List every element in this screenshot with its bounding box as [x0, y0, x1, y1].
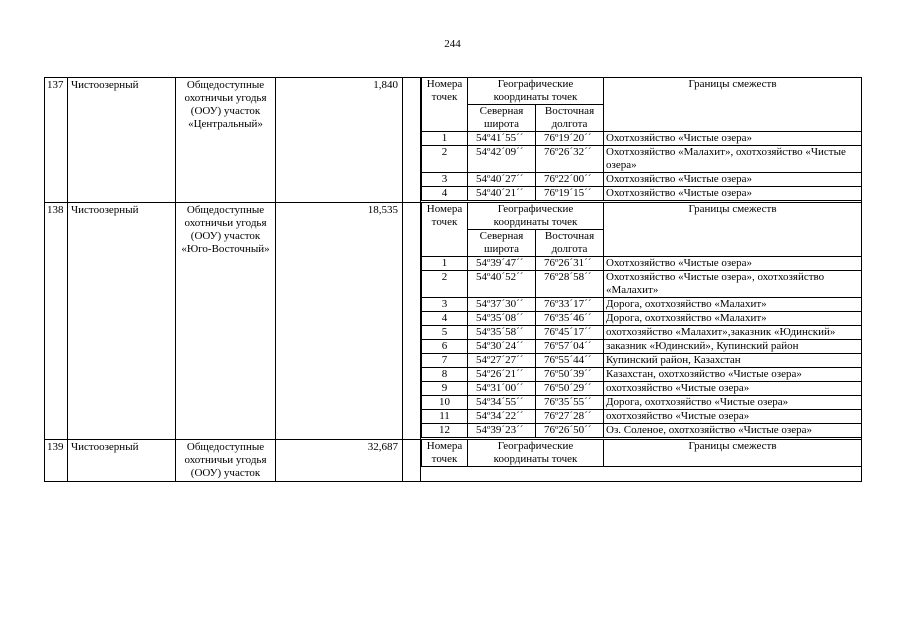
coordinate-row: [422, 257, 862, 271]
boundaries-header: Границы смежеств: [604, 203, 861, 257]
north-latitude: 54º34´55´´: [468, 396, 536, 410]
north-latitude: 54º40´27´´: [468, 173, 536, 187]
spacer: [403, 78, 421, 203]
coordinate-row: [422, 173, 862, 187]
coordinate-row: [422, 312, 862, 326]
point-number: 8: [422, 368, 468, 382]
boundary: охотхозяйство «Чистые озера»: [604, 410, 861, 424]
boundary: Охотхозяйство «Чистые озера»: [604, 187, 861, 201]
row-number: 138: [45, 203, 68, 440]
east-longitude: 76º19´20´´: [536, 132, 604, 146]
geo-header: Географические координаты точек: [468, 78, 604, 105]
row-number: 139: [45, 440, 68, 482]
points-header: Номера точек: [422, 78, 468, 132]
east-longitude: 76º55´44´´: [536, 354, 604, 368]
east-longitude: 76º26´32´´: [536, 146, 604, 173]
boundary: Охотхозяйство «Чистые озера»: [604, 257, 861, 271]
boundary: Оз. Соленое, охотхозяйство «Чистые озера»: [604, 424, 861, 438]
east-longitude: 76º27´28´´: [536, 410, 604, 424]
boundaries-header: Границы смежеств: [604, 78, 861, 132]
point-number: 7: [422, 354, 468, 368]
coordinates-cell: [421, 440, 862, 482]
point-number: 1: [422, 132, 468, 146]
coordinate-row: [422, 340, 862, 354]
boundary: Дорога, охотхозяйство «Малахит»: [604, 298, 861, 312]
boundary: заказник «Юдинский», Купинский район: [604, 340, 861, 354]
boundaries-header: Границы смежеств: [604, 440, 861, 467]
east-longitude: 76º26´31´´: [536, 257, 604, 271]
district-name: Чистоозерный: [68, 440, 176, 482]
north-latitude: 54º35´08´´: [468, 312, 536, 326]
table-row: [45, 203, 862, 440]
north-latitude: 54º39´47´´: [468, 257, 536, 271]
spacer: [403, 440, 421, 482]
north-latitude: 54º40´21´´: [468, 187, 536, 201]
north-latitude-header: Северная широта: [468, 105, 536, 132]
east-longitude: 76º45´17´´: [536, 326, 604, 340]
coordinates-table: [421, 78, 861, 201]
point-number: 4: [422, 312, 468, 326]
coordinates-cell: [421, 203, 862, 440]
point-number: 1: [422, 257, 468, 271]
table-row: [45, 78, 862, 203]
north-latitude: 54º30´24´´: [468, 340, 536, 354]
point-number: 5: [422, 326, 468, 340]
east-longitude: 76º50´29´´: [536, 382, 604, 396]
east-longitude: 76º22´00´´: [536, 173, 604, 187]
north-latitude: 54º31´00´´: [468, 382, 536, 396]
north-latitude: 54º26´21´´: [468, 368, 536, 382]
north-latitude: 54º34´22´´: [468, 410, 536, 424]
spacer: [403, 203, 421, 440]
coordinates-cell: [421, 78, 862, 203]
east-longitude: 76º57´04´´: [536, 340, 604, 354]
point-number: 12: [422, 424, 468, 438]
area-value: 18,535: [276, 203, 403, 440]
boundary: Казахстан, охотхозяйство «Чистые озера»: [604, 368, 861, 382]
north-latitude: 54º41´55´´: [468, 132, 536, 146]
boundary: охотхозяйство «Чистые озера»: [604, 382, 861, 396]
coordinates-table: [421, 440, 861, 467]
coordinate-row: [422, 298, 862, 312]
coordinate-row: [422, 396, 862, 410]
point-number: 6: [422, 340, 468, 354]
boundary: Купинский район, Казахстан: [604, 354, 861, 368]
coordinate-row: [422, 187, 862, 201]
coordinate-row: [422, 354, 862, 368]
north-latitude: 54º27´27´´: [468, 354, 536, 368]
north-latitude: 54º35´58´´: [468, 326, 536, 340]
point-number: 10: [422, 396, 468, 410]
coordinate-row: [422, 382, 862, 396]
north-latitude-header: Северная широта: [468, 230, 536, 257]
coordinate-row: [422, 424, 862, 438]
page-number: 244: [444, 38, 461, 50]
row-number: 137: [45, 78, 68, 203]
east-longitude-header: Восточная долгота: [536, 230, 604, 257]
east-longitude: 76º35´55´´: [536, 396, 604, 410]
point-number: 2: [422, 146, 468, 173]
ground-type: Общедоступные охотничьи угодья (ООУ) участок: [176, 440, 276, 482]
points-header: Номера точек: [422, 440, 468, 467]
north-latitude: 54º40´52´´: [468, 271, 536, 298]
east-longitude: 76º19´15´´: [536, 187, 604, 201]
ground-type: Общедоступные охотничьи угодья (ООУ) участок «Центральный»: [176, 78, 276, 203]
boundary: Охотхозяйство «Чистые озера»: [604, 132, 861, 146]
boundary: Охотхозяйство «Малахит», охотхозяйство «Чистые озера»: [604, 146, 861, 173]
east-longitude: 76º26´50´´: [536, 424, 604, 438]
point-number: 3: [422, 298, 468, 312]
east-longitude: 76º50´39´´: [536, 368, 604, 382]
coordinate-row: [422, 368, 862, 382]
coordinate-row: [422, 132, 862, 146]
district-name: Чистоозерный: [68, 78, 176, 203]
table-row: [45, 440, 862, 482]
ground-type: Общедоступные охотничьи угодья (ООУ) участок «Юго-Восточный»: [176, 203, 276, 440]
geo-header: Географические координаты точек: [468, 440, 604, 467]
east-longitude-header: Восточная долгота: [536, 105, 604, 132]
east-longitude: 76º35´46´´: [536, 312, 604, 326]
north-latitude: 54º39´23´´: [468, 424, 536, 438]
coordinates-table: [421, 203, 861, 438]
boundary: охотхозяйство «Малахит»,заказник «Юдинский»: [604, 326, 861, 340]
coordinate-row: [422, 271, 862, 298]
geo-header: Географические координаты точек: [468, 203, 604, 230]
point-number: 3: [422, 173, 468, 187]
point-number: 9: [422, 382, 468, 396]
boundary: Дорога, охотхозяйство «Чистые озера»: [604, 396, 861, 410]
district-name: Чистоозерный: [68, 203, 176, 440]
north-latitude: 54º37´30´´: [468, 298, 536, 312]
boundary: Охотхозяйство «Чистые озера», охотхозяйство «Малахит»: [604, 271, 861, 298]
points-header: Номера точек: [422, 203, 468, 257]
point-number: 2: [422, 271, 468, 298]
east-longitude: 76º28´58´´: [536, 271, 604, 298]
hunting-grounds-table: [44, 77, 862, 482]
coordinate-row: [422, 146, 862, 173]
area-value: 1,840: [276, 78, 403, 203]
coordinate-row: [422, 410, 862, 424]
area-value: 32,687: [276, 440, 403, 482]
north-latitude: 54º42´09´´: [468, 146, 536, 173]
east-longitude: 76º33´17´´: [536, 298, 604, 312]
boundary: Дорога, охотхозяйство «Малахит»: [604, 312, 861, 326]
point-number: 11: [422, 410, 468, 424]
boundary: Охотхозяйство «Чистые озера»: [604, 173, 861, 187]
coordinate-row: [422, 326, 862, 340]
point-number: 4: [422, 187, 468, 201]
